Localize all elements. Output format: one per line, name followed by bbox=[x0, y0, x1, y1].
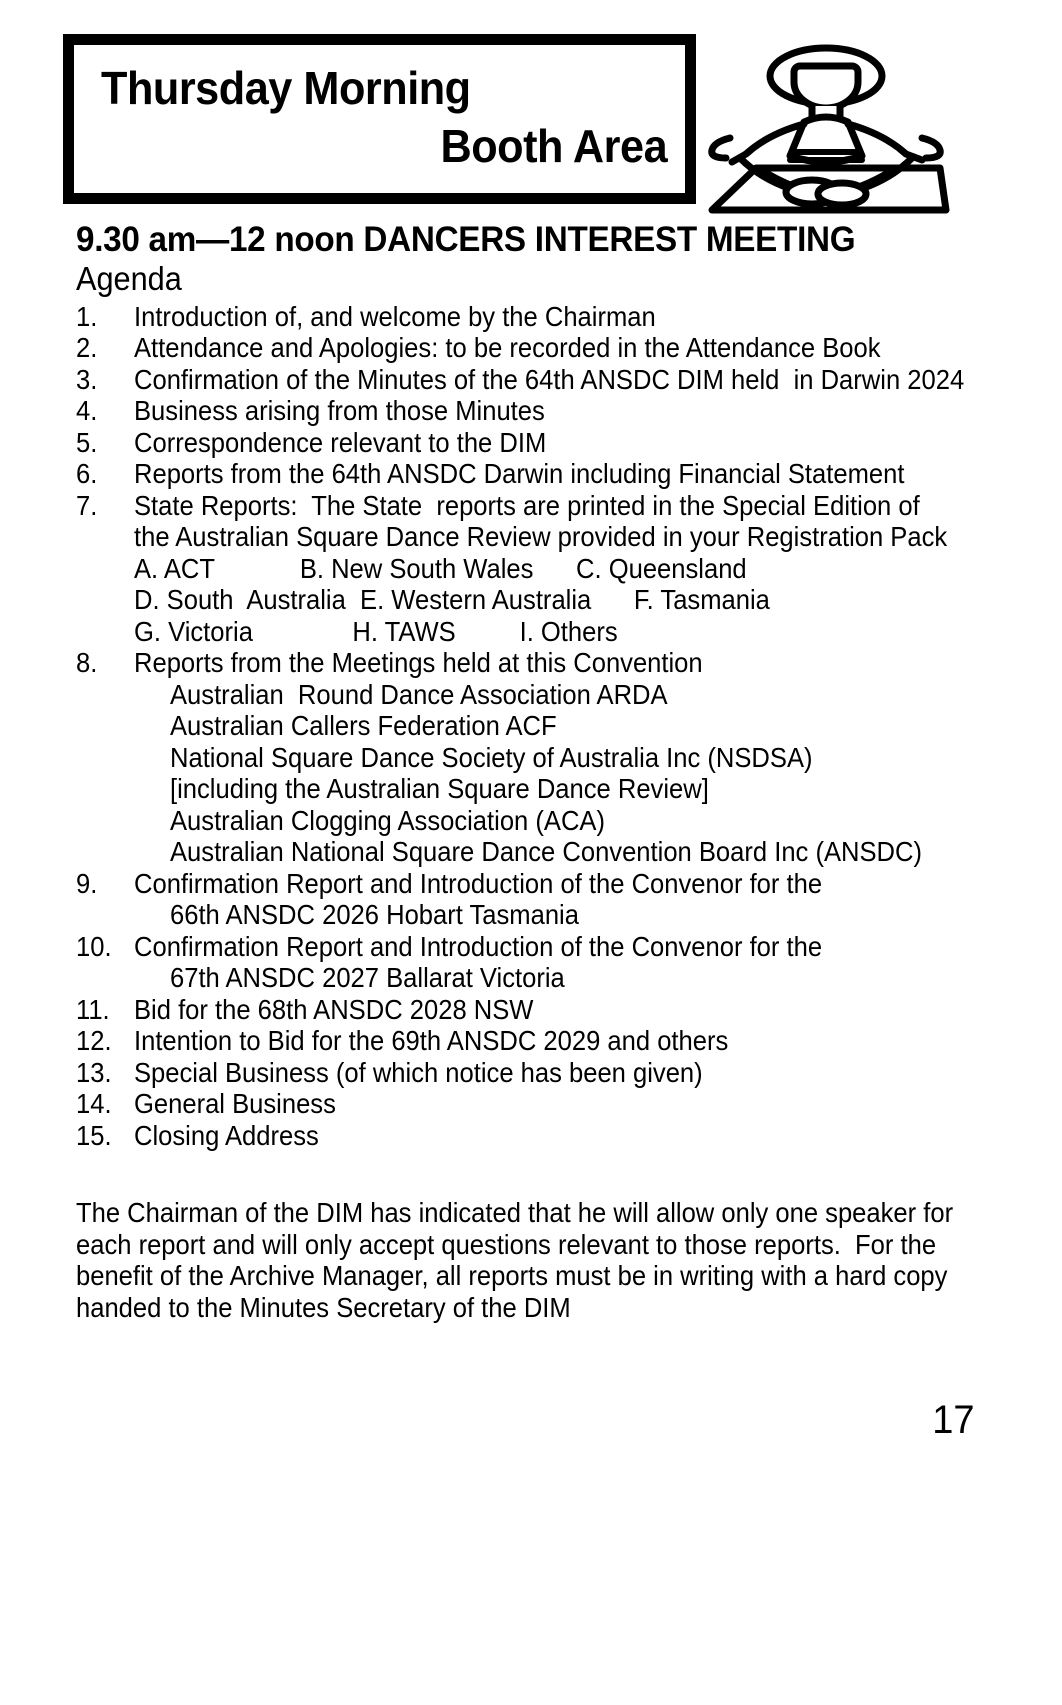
agenda-item-text: Confirmation of the Minutes of the 64th ANSDC DIM held in Darwin 2024 bbox=[134, 363, 965, 395]
agenda-item bbox=[76, 427, 1062, 459]
meeting-report-entry: Australian Clogging Association (ACA) bbox=[170, 804, 605, 836]
agenda-item bbox=[76, 1057, 1062, 1089]
agenda-item bbox=[76, 364, 1062, 396]
agenda-item-text: Attendance and Apologies: to be recorded in the Attendance Book bbox=[134, 332, 881, 364]
agenda-item-10-continuation: 67th ANSDC 2027 Ballarat Victoria bbox=[170, 962, 565, 994]
state-report-row: D. South Australia E. Western Australia F. Tasmania bbox=[134, 584, 770, 616]
agenda-item-text: Business arising from those Minutes bbox=[134, 395, 545, 427]
closing-note-line: The Chairman of the DIM has indicated that he will allow only one speaker for bbox=[76, 1197, 954, 1229]
meeting-report-entry: National Square Dance Society of Australia Inc (NSDSA) bbox=[170, 741, 813, 773]
closing-note-line: each report and will only accept questions relevant to those reports. For the bbox=[76, 1228, 937, 1260]
agenda-item-text: Intention to Bid for the 69th ANSDC 2029 and others bbox=[134, 1025, 729, 1057]
agenda-item-number: 10. bbox=[76, 930, 112, 962]
agenda-item bbox=[76, 301, 1062, 333]
agenda-item-number: 9. bbox=[76, 867, 98, 899]
agenda-item-text: Correspondence relevant to the DIM bbox=[134, 426, 547, 458]
agenda-item-number: 5. bbox=[76, 426, 98, 458]
agenda-item-number: 15. bbox=[76, 1119, 112, 1151]
agenda-item-number: 2. bbox=[76, 332, 98, 364]
page-content bbox=[0, 221, 1062, 1323]
agenda-item bbox=[76, 994, 1062, 1026]
header-banner-box bbox=[63, 34, 696, 204]
agenda-item-text: Special Business (of which notice has been given) bbox=[134, 1056, 703, 1088]
agenda-item-text: Bid for the 68th ANSDC 2028 NSW bbox=[134, 993, 534, 1025]
closing-note bbox=[76, 1197, 956, 1323]
agenda-item-number: 7. bbox=[76, 489, 98, 521]
agenda-item-text: State Reports: The State reports are printed in the Special Edition of bbox=[134, 489, 920, 521]
agenda-item-number: 3. bbox=[76, 363, 98, 395]
agenda-list bbox=[76, 301, 1062, 1152]
state-report-row: G. Victoria H. TAWS I. Others bbox=[134, 615, 618, 647]
state-report-row: A. ACT B. New South Wales C. Queensland bbox=[134, 552, 747, 584]
page-number: 17 bbox=[931, 1398, 974, 1442]
meeting-report-entry: Australian Callers Federation ACF bbox=[170, 710, 557, 742]
seated-person-icon bbox=[700, 40, 950, 218]
header-title-line-2: Booth Area bbox=[440, 120, 667, 172]
agenda-item-number: 12. bbox=[76, 1025, 112, 1057]
page bbox=[0, 26, 1062, 1705]
agenda-item bbox=[76, 395, 1062, 427]
agenda-item bbox=[76, 332, 1062, 364]
agenda-item-text: Introduction of, and welcome by the Chairman bbox=[134, 300, 656, 332]
agenda-item bbox=[76, 931, 1062, 963]
agenda-item bbox=[76, 458, 1062, 490]
agenda-item-text: Reports from the Meetings held at this Convention bbox=[134, 647, 703, 679]
agenda-item-number: 11. bbox=[76, 993, 110, 1025]
agenda-item-number: 13. bbox=[76, 1056, 112, 1088]
closing-note-line: benefit of the Archive Manager, all reports must be in writing with a hard copy bbox=[76, 1260, 948, 1292]
agenda-item-number: 1. bbox=[76, 300, 98, 332]
agenda-item-text: Reports from the 64th ANSDC Darwin including Financial Statement bbox=[134, 458, 905, 490]
agenda-item-number: 8. bbox=[76, 647, 98, 679]
meeting-report-entry: Australian National Square Dance Convention Board Inc (ANSDC) bbox=[170, 836, 923, 868]
closing-note-line: handed to the Minutes Secretary of the DIM bbox=[76, 1291, 571, 1323]
agenda-item bbox=[76, 1120, 1062, 1152]
meeting-report-entry: Australian Round Dance Association ARDA bbox=[170, 678, 668, 710]
agenda-heading: Agenda bbox=[76, 259, 182, 297]
agenda-item bbox=[76, 647, 1062, 679]
agenda-item-text: Closing Address bbox=[134, 1119, 319, 1151]
agenda-item-number: 6. bbox=[76, 458, 98, 490]
meeting-report-entry: [including the Australian Square Dance Review] bbox=[170, 773, 709, 805]
agenda-item-text: General Business bbox=[134, 1088, 336, 1120]
agenda-item bbox=[76, 1088, 1062, 1120]
agenda-item bbox=[76, 868, 1062, 900]
agenda-item-text: Confirmation Report and Introduction of the Convenor for the bbox=[134, 867, 823, 899]
agenda-item-7-continuation: the Australian Square Dance Review provided in your Registration Pack bbox=[134, 521, 948, 553]
agenda-item bbox=[76, 1025, 1062, 1057]
agenda-item bbox=[76, 490, 1062, 522]
header-title-line-1: Thursday Morning bbox=[101, 62, 471, 114]
agenda-item-number: 4. bbox=[76, 395, 98, 427]
agenda-item-text: Confirmation Report and Introduction of the Convenor for the bbox=[134, 930, 823, 962]
page-header bbox=[0, 26, 1062, 211]
session-title: 9.30 am—12 noon DANCERS INTEREST MEETING bbox=[76, 220, 856, 259]
agenda-item-number: 14. bbox=[76, 1088, 112, 1120]
agenda-item-9-continuation: 66th ANSDC 2026 Hobart Tasmania bbox=[170, 899, 579, 931]
